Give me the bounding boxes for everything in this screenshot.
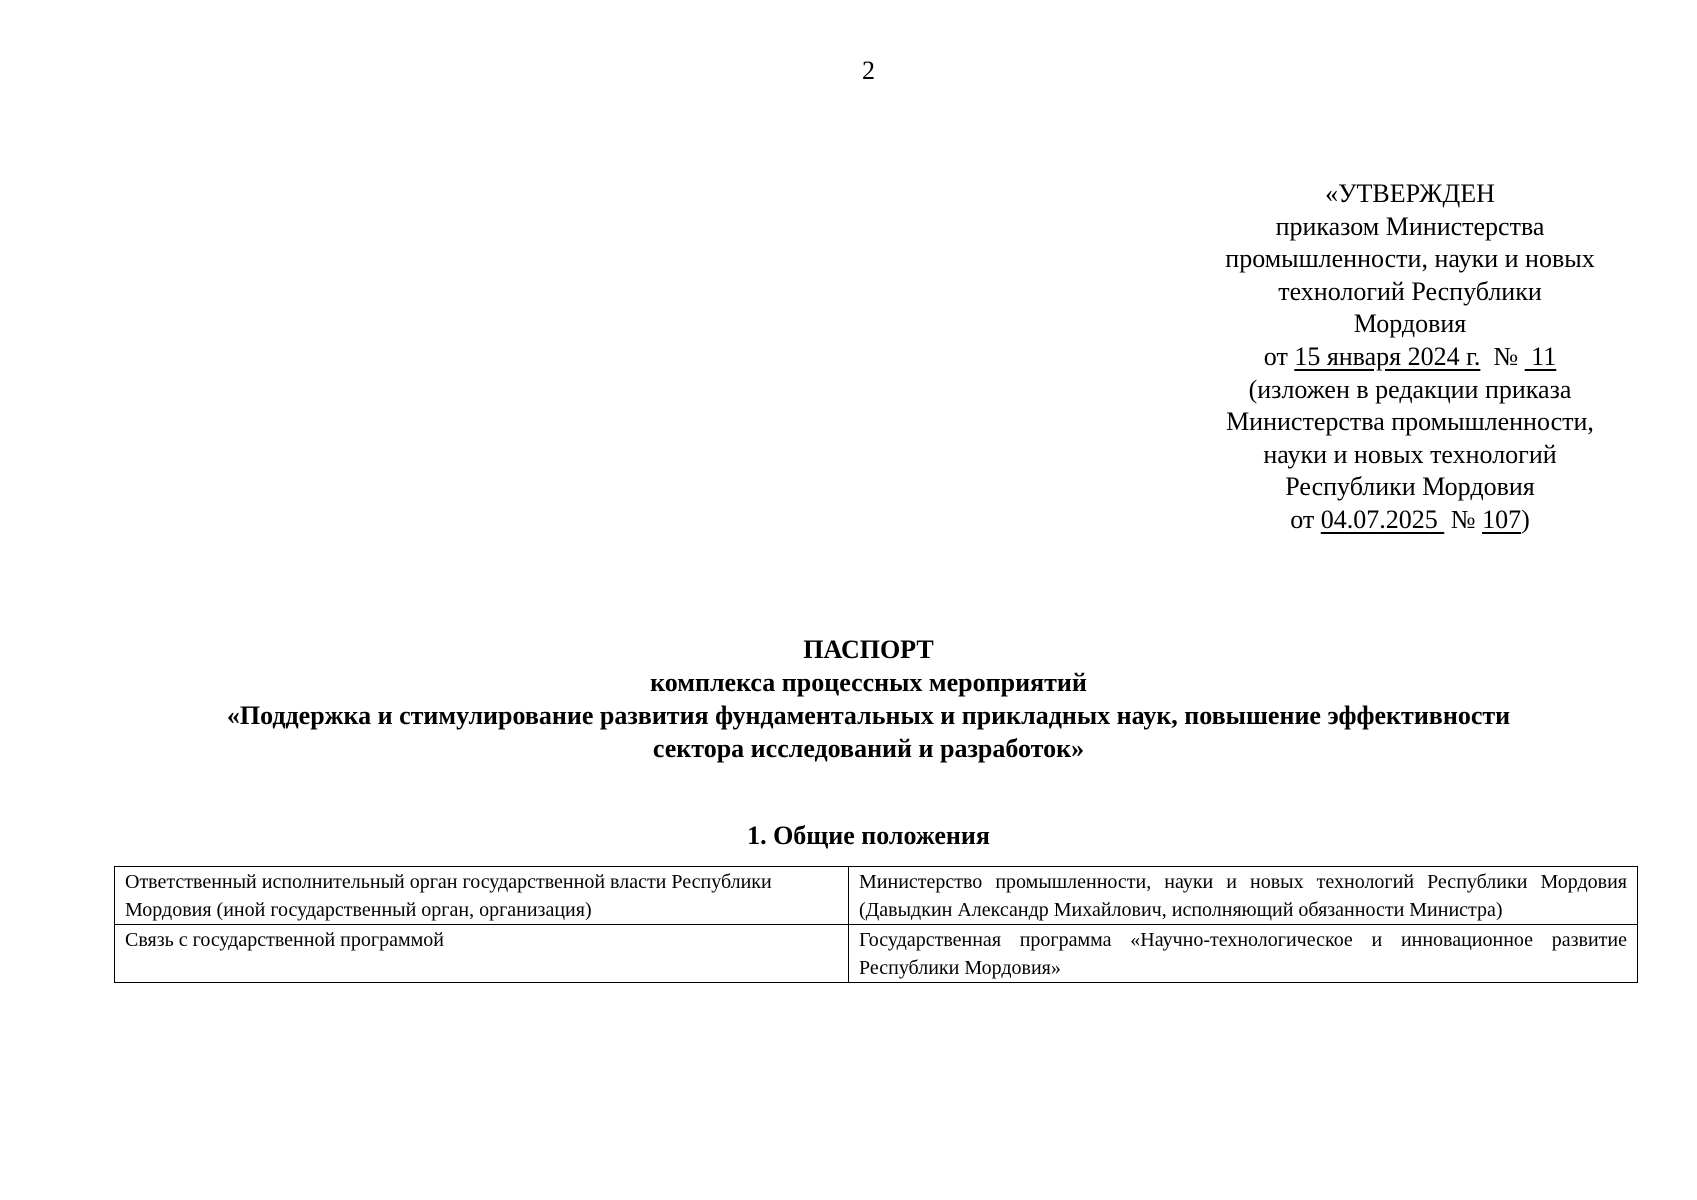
- table-cell-value: Государственная программа «Научно-технологическое и инновационное развитие Республики Мордовия»: [849, 925, 1638, 983]
- table-row: [115, 925, 1638, 983]
- title-line: сектора исследований и разработок»: [652, 734, 1085, 763]
- revision-suffix: ): [1521, 504, 1530, 534]
- title-line: комплекса процессных мероприятий: [650, 668, 1087, 697]
- table-cell-label: Ответственный исполнительный орган государственной власти Республики Мордовия (иной государственный орган, организация): [115, 867, 849, 925]
- table-cell-label: Связь с государственной программой: [115, 925, 849, 983]
- approval-line: приказом Министерства: [1275, 211, 1545, 241]
- document-title: [110, 633, 1627, 765]
- approval-line: технологий Республики: [1278, 276, 1542, 306]
- table-row: [115, 867, 1638, 925]
- page-number: 2: [862, 56, 875, 85]
- approval-line: (изложен в редакции приказа: [1248, 374, 1572, 404]
- approval-line: промышленности, науки и новых: [1225, 244, 1595, 274]
- title-line: «Поддержка и стимулирование развития фундаментальных и прикладных наук, повышение эффективности: [226, 701, 1511, 730]
- order-prefix: от: [1263, 341, 1295, 371]
- revision-number: 107: [1482, 504, 1522, 534]
- general-provisions-table: [114, 866, 1638, 983]
- table-cell-value: Министерство промышленности, науки и новых технологий Республики Мордовия (Давыдкин Александр Михайлович, исполняющий обязанности Министра): [849, 867, 1638, 925]
- revision-reference: [1200, 504, 1620, 537]
- section-heading: 1. Общие положения: [747, 821, 990, 850]
- title-line: ПАСПОРТ: [803, 635, 934, 664]
- approval-stamp: [1200, 178, 1620, 537]
- order-number: 11: [1524, 341, 1557, 371]
- approval-line: «УТВЕРЖДЕН: [1325, 179, 1495, 208]
- approval-line: Мордовия: [1353, 309, 1467, 339]
- approval-line: науки и новых технологий: [1263, 439, 1557, 469]
- order-number-label: №: [1480, 341, 1525, 371]
- revision-prefix: от: [1290, 504, 1321, 534]
- revision-date: 04.07.2025: [1320, 504, 1445, 534]
- revision-number-label: №: [1444, 504, 1483, 534]
- order-date: 15 января 2024 г.: [1294, 341, 1481, 371]
- order-reference: [1200, 341, 1620, 374]
- approval-line: Республики Мордовия: [1285, 472, 1535, 502]
- approval-line: Министерства промышленности,: [1226, 407, 1594, 437]
